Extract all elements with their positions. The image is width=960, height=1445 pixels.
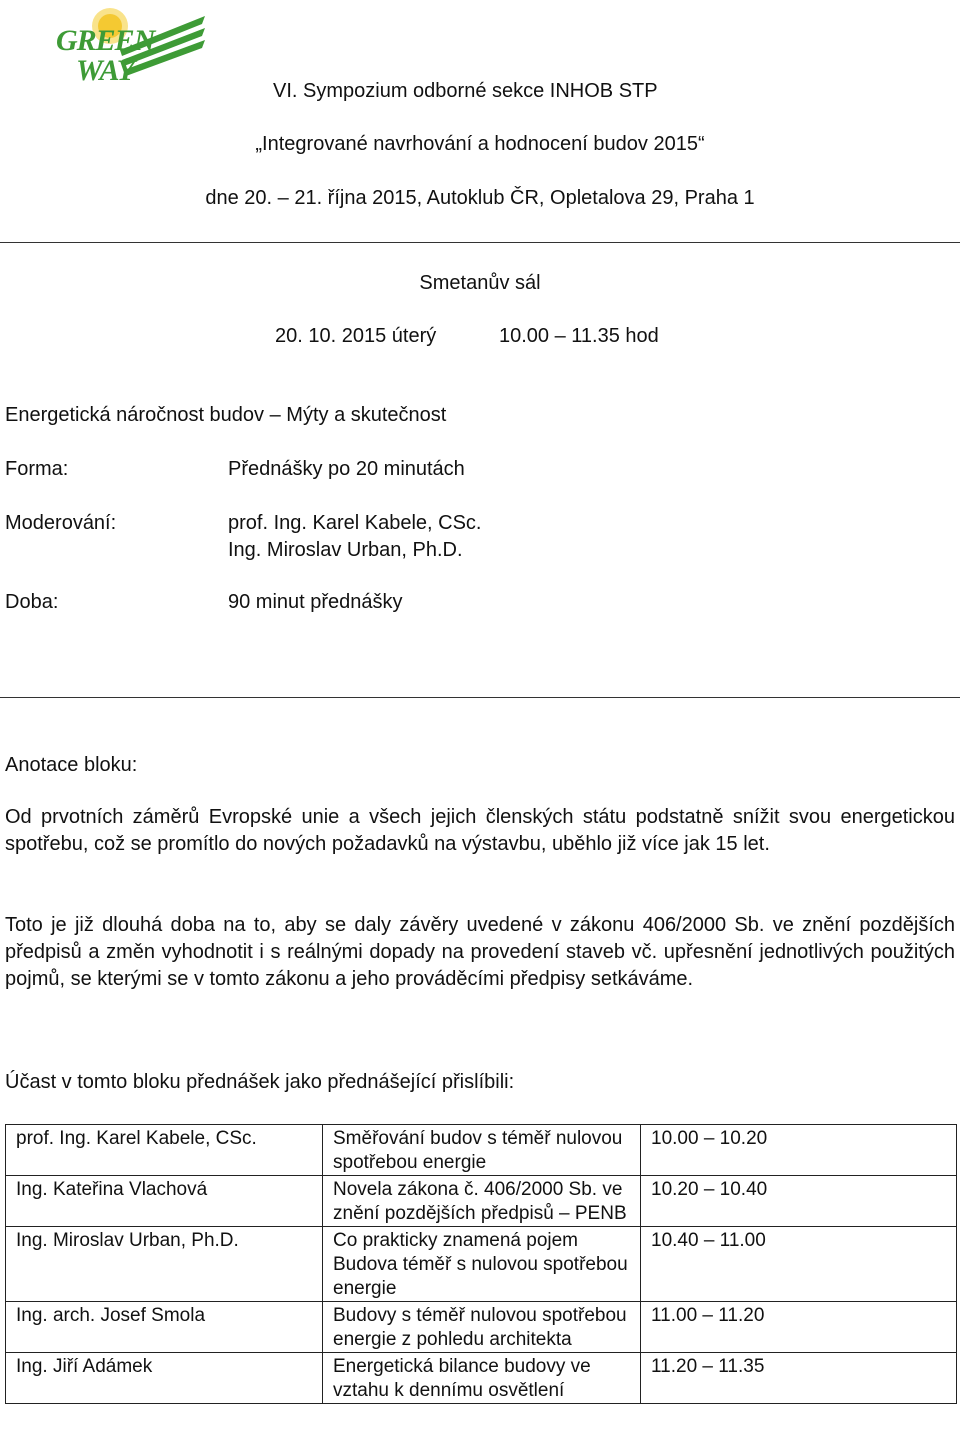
moderovani-label: Moderování: (5, 512, 117, 534)
speaker-cell: Ing. Jiří Adámek (6, 1353, 323, 1404)
table-row (6, 1302, 957, 1353)
divider-middle (0, 697, 960, 698)
doba-value: 90 minut přednášky (228, 591, 403, 613)
time-cell: 10.40 – 11.00 (641, 1227, 957, 1302)
session-time: 10.00 – 11.35 hod (499, 325, 659, 347)
speaker-cell: prof. Ing. Karel Kabele, CSc. (6, 1125, 323, 1176)
schedule-table (5, 1124, 957, 1404)
table-row (6, 1125, 957, 1176)
block-title: Energetická náročnost budov – Mýty a skutečnost (5, 404, 447, 426)
topic-cell: Energetická bilance budovy ve vztahu k dennímu osvětlení (323, 1353, 641, 1404)
logo-text-green: GREEN (56, 24, 155, 57)
symposium-title: VI. Sympozium odborné sekce INHOB STP (273, 80, 658, 102)
symposium-dates: dne 20. – 21. října 2015, Autoklub ČR, Opletalova 29, Praha 1 (205, 187, 755, 209)
speaker-cell: Ing. Miroslav Urban, Ph.D. (6, 1227, 323, 1302)
logo-text-way: WAY (76, 54, 135, 87)
topic-cell: Směřování budov s téměř nulovou spotřebou energie (323, 1125, 641, 1176)
divider-top (0, 242, 960, 243)
time-cell: 10.00 – 10.20 (641, 1125, 957, 1176)
participants-heading: Účast v tomto bloku přednášek jako přednášející přislíbili: (5, 1071, 515, 1093)
table-row (6, 1176, 957, 1227)
topic-cell: Co prakticky znamená pojem Budova téměř s nulovou spotřebou energie (323, 1227, 641, 1302)
annotation-paragraph-2: Toto je již dlouhá doba na to, aby se daly závěry uvedené v zákonu 406/2000 Sb. ve znění pozdějších předpisů a změn vyhodnotit i s reálnými dopady na provedení staveb vč. upřesnění jednotlivých použitých pojmů, se kterými se v tomto zákonu a jeho prováděcími předpisy setkáváme. (5, 914, 955, 990)
room-name: Smetanův sál (419, 272, 541, 294)
moderator-1: prof. Ing. Karel Kabele, CSc. (228, 512, 482, 534)
topic-cell: Novela zákona č. 406/2000 Sb. ve znění pozdějších předpisů – PENB (323, 1176, 641, 1227)
greenway-logo-graphic (50, 2, 210, 88)
time-cell: 10.20 – 10.40 (641, 1176, 957, 1227)
doba-label: Doba: (5, 591, 59, 613)
table-row (6, 1227, 957, 1302)
moderator-2: Ing. Miroslav Urban, Ph.D. (228, 539, 463, 561)
symposium-subtitle: „Integrované navrhování a hodnocení budov 2015“ (255, 133, 705, 155)
speaker-cell: Ing. arch. Josef Smola (6, 1302, 323, 1353)
forma-label: Forma: (5, 458, 69, 480)
time-cell: 11.00 – 11.20 (641, 1302, 957, 1353)
speaker-cell: Ing. Kateřina Vlachová (6, 1176, 323, 1227)
greenway-logo (50, 2, 210, 88)
annotation-heading: Anotace bloku: (5, 754, 138, 776)
topic-cell: Budovy s téměř nulovou spotřebou energie z pohledu architekta (323, 1302, 641, 1353)
session-date: 20. 10. 2015 úterý (275, 325, 437, 347)
annotation-paragraph-1: Od prvotních záměrů Evropské unie a všech jejich členských státu podstatně snížit svou energetickou spotřebu, což se promítlo do nových požadavků na výstavbu, uběhlo již více jak 15 let. (5, 806, 955, 855)
forma-value: Přednášky po 20 minutách (228, 458, 465, 480)
table-row (6, 1353, 957, 1404)
time-cell: 11.20 – 11.35 (641, 1353, 957, 1404)
